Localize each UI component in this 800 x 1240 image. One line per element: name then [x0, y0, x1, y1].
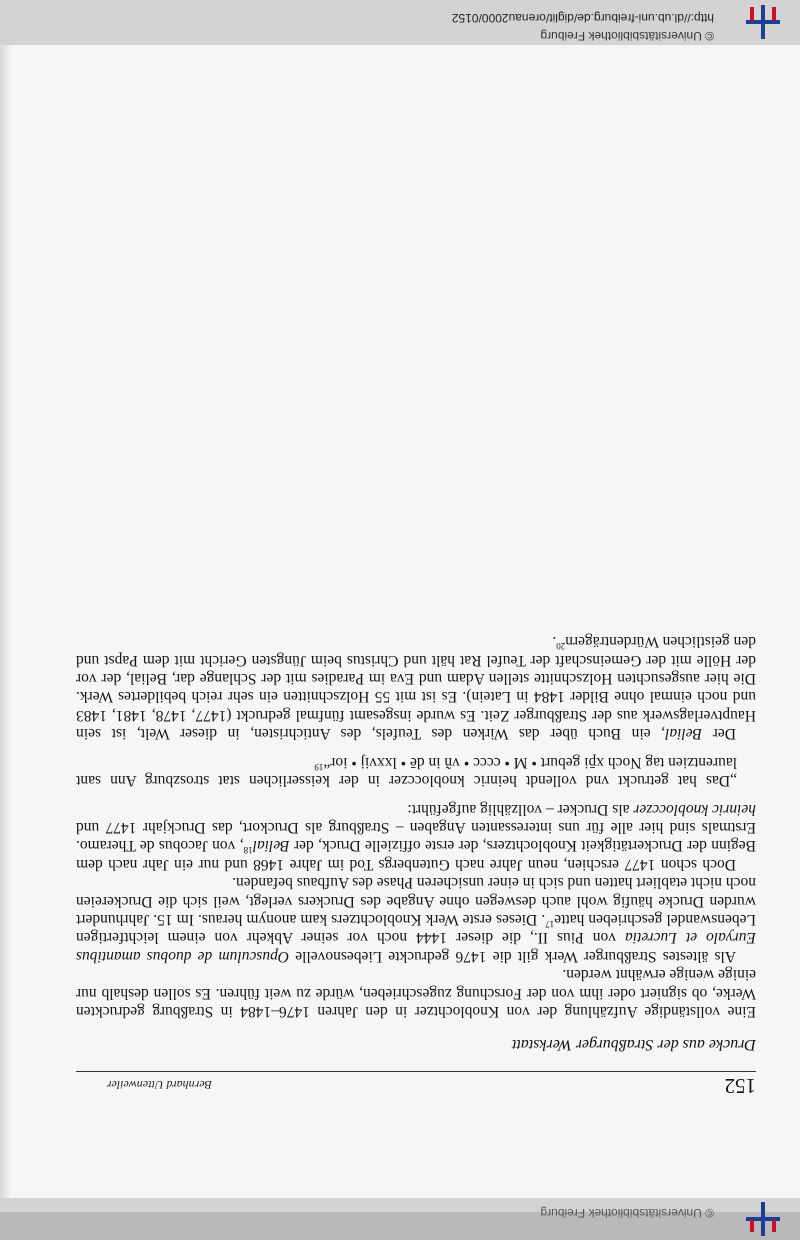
body-text	[76, 632, 756, 1020]
page-edge-shadow	[0, 45, 12, 1198]
header-rule	[76, 1071, 756, 1072]
page-number: 152	[724, 1074, 756, 1098]
footnote-ref: 17	[545, 919, 555, 930]
top-scan-bar	[0, 1198, 800, 1220]
source-url[interactable]: http://dl.ub.uni-freiburg.de/diglit/orenau2000/0152	[451, 11, 714, 25]
footnote-ref: 18	[243, 845, 253, 856]
copyright-text: © Universitätsbibliothek Freiburg	[540, 29, 714, 43]
university-logo-icon	[742, 1198, 784, 1240]
section-title: Drucke aus der Straßburger Werkstatt	[511, 1036, 756, 1053]
colophon-quote: „Das hat getruckt vnd vollendt heinric knoblocczer in der keisserlichen stat stroszburg Ann sant laurentzien tag Noch xp̄i geburt • M • cccc • vñ in dē • lxxvij • ior“$^{19}$	[76, 753, 737, 790]
paragraph: Als ältestes Straßburger Werk gilt die 1476 gedruckte Liebesnovelle Opusculum de duobus amantibus Euryalo et Lucretia von Pius II., die dieser 1444 noch vor seiner Abkehr von einem leichtfertigen Lebenswandel geschrieben hatte$^{17}$. Dieses erste Werk Knoblochtzers kam anonym heraus. Im 15. Jahrhundert wurden Drucke häufig wohl auch deswegen ohne Angabe des Druckers verlegt, weil sich die Druckereien noch nicht etabliert hatten und sich in einer unsicheren Phase des Aufbaus befanden.	[76, 874, 756, 965]
bottom-scan-bar	[0, 0, 800, 45]
paragraph: Doch schon 1477 erschien, neun Jahre nach Gutenbergs Tod im Jahre 1468 und nur ein Jahr nach dem Beginn der Druckertätigkeit Knoblochtzers, der erste offizielle Druck, der Belial$^{18}$, von Jacobus de Theramo. Erstmals sind hier alle für uns interessanten Angaben – Straßburg als Druckort, das Druckjahr 1477 und heinric knoblocczer als Drucker – vollzählig aufgeführt:	[76, 800, 756, 873]
work-title: Belial	[665, 725, 703, 743]
paragraph: Eine vollständige Aufzählung der von Knoblochtzer in den Jahren 1476–1484 in Straßburg gedruckten Werke, ob signiert oder ihm von der Forschung zugeschrieben, würde zu weit führen. Es sollen deshalb nur einige wenige erwähnt werden.	[76, 966, 756, 1020]
paragraph: Der Belial, ein Buch über das Wirken des Teufels, des Antichristen, in dieser Welt, ist sein Hauptverlagswerk aus der Straßburger Zeit. Es wurde insgesamt fünfmal gedruckt (1477, 1478, 1481, 1483 und noch einmal ohne Bilder 1484 in Latein). Es ist mit 55 Holzschnitten ein sehr reich bebildertes Werk. Die hier ausgesuchten Holzschnitte stellen Adam und Eva im Paradies mit der Schlange dar, Belial, der vor der Hölle mit der Gemeinschaft der Teufel Rat hält und Christus beim Jüngsten Gericht mit dem Papst und den geistlichen Würdenträgern$^{20}$.	[76, 633, 756, 743]
scanned-page	[0, 45, 800, 1198]
work-title: Opusculum de duobus amantibus Euryalo et Lucretia	[76, 929, 756, 965]
university-logo-icon	[742, 1, 784, 43]
footnote-ref: 19	[314, 761, 324, 772]
printer-name: heinric knoblocczer	[633, 800, 756, 818]
top-copyright-text: © Universitätsbibliothek Freiburg	[540, 1206, 714, 1220]
footnote-ref: 20	[556, 641, 566, 652]
work-title: Belial	[252, 837, 290, 855]
running-head: Bernhard Uttenweiler	[106, 1078, 212, 1092]
